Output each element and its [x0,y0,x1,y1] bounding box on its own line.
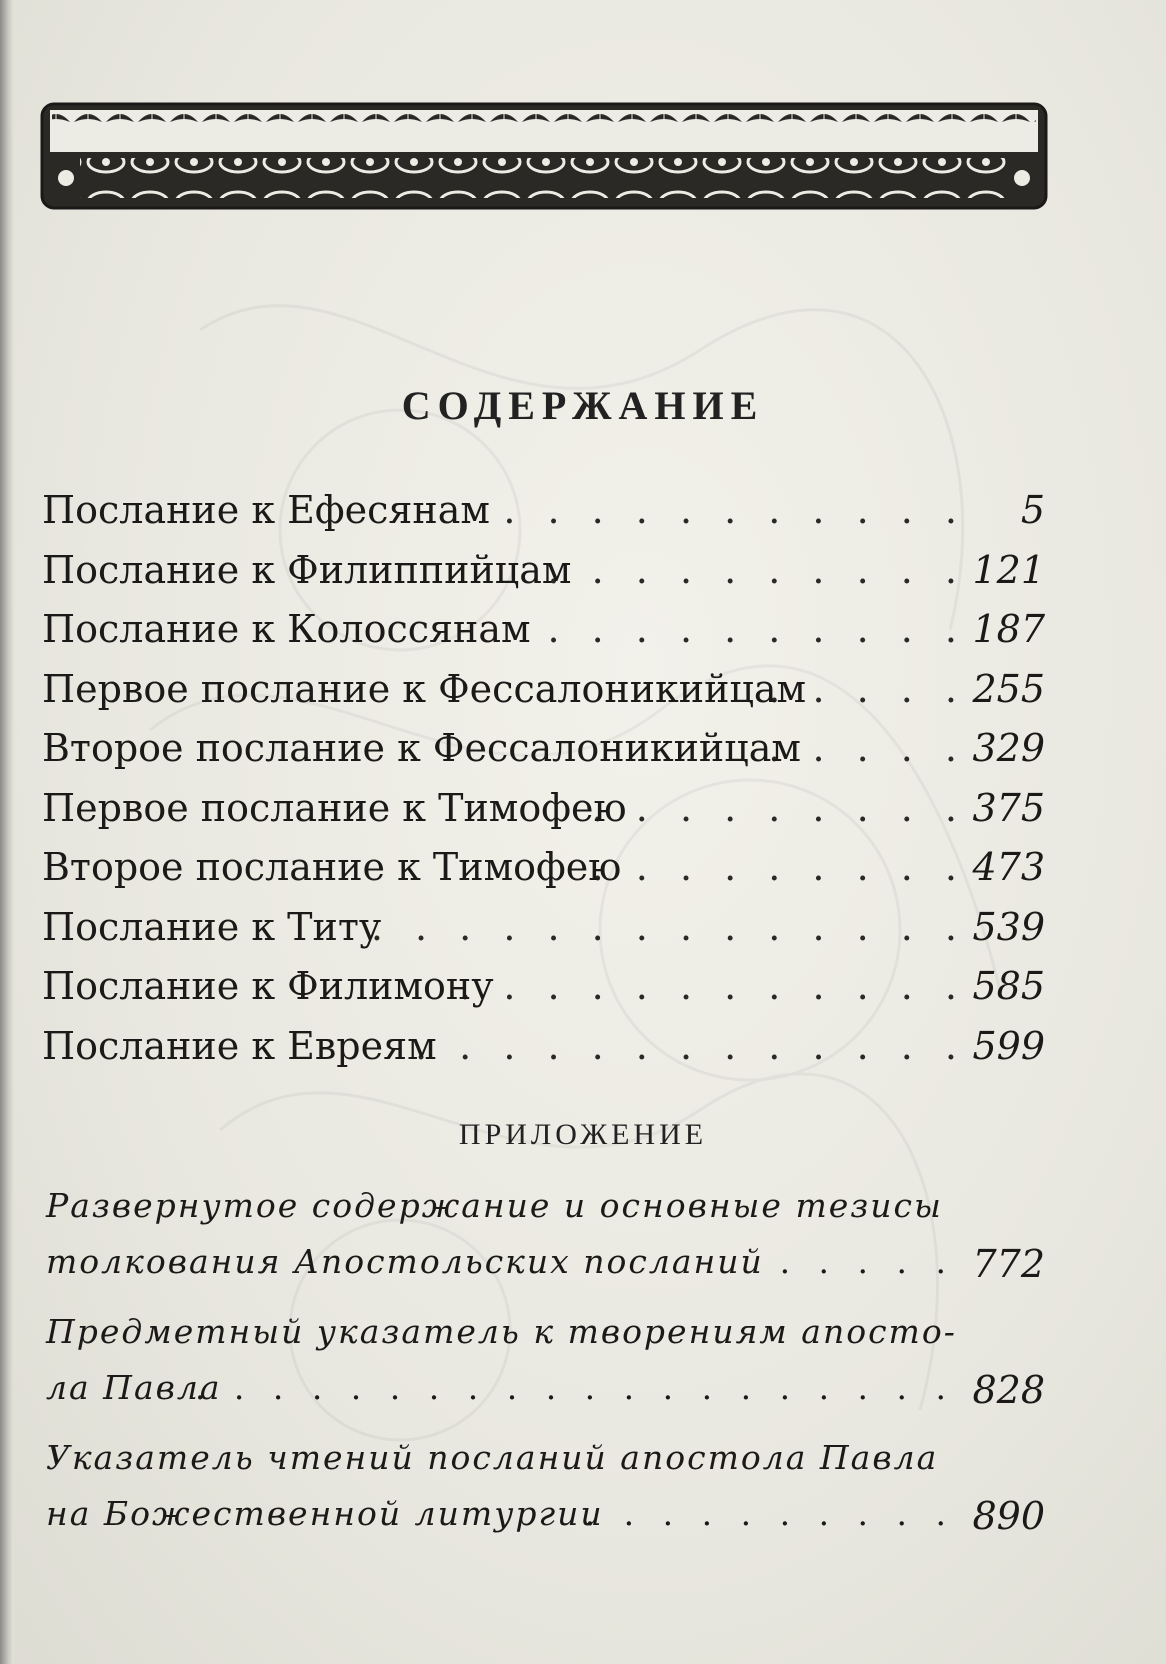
toc-entry[interactable] [42,667,1045,727]
appendix-entry-line [46,1242,1045,1298]
appendix-entry[interactable] [46,1438,1045,1550]
toc-entry[interactable] [42,488,1045,548]
appendix-page-number: 890 [972,1494,1045,1538]
toc-entry-title: Послание к Титу [42,904,382,949]
appendix-entry-title-line2: толкования Апостольских посланий [46,1242,764,1281]
toc-entry[interactable] [42,964,1045,1024]
toc-page-number: 255 [972,666,1045,711]
appendix-entry[interactable] [46,1312,1045,1424]
toc-page-number: 375 [972,785,1045,830]
toc-entry-title: Первое послание к Тимофею [42,785,627,830]
appendix-entry-line [46,1494,1045,1550]
toc-entry[interactable] [42,607,1045,667]
toc-entry-title: Послание к Филиппийцам [42,547,572,592]
toc-page-number: 5 [1020,488,1045,532]
appendix-heading: ПРИЛОЖЕНИЕ [458,1118,708,1151]
leader-dots: . . . . . . . . . . . . . . . . . . . . [194,1368,955,1407]
toc-page-number: 473 [972,845,1045,889]
toc-page-number: 585 [972,964,1045,1008]
leader-dots: . . . . . . . . . . . . . . [370,904,967,949]
toc-entry[interactable] [42,905,1045,965]
toc-entry[interactable] [42,786,1045,846]
leader-dots: . . . . . . . . . . . . . [415,1023,967,1068]
leader-dots: . . . . . . . . . [591,785,967,830]
toc-entry-title: Первое послание к Фессалоникийцам [42,666,807,711]
leader-dots: . . . . . . . . . . [547,547,967,592]
toc-entry[interactable] [42,1024,1045,1084]
appendix-entry-line [46,1368,1045,1424]
leader-dots: . . . . . [768,726,967,770]
leader-dots: . . . . . [779,1242,955,1281]
toc-entry-title: Послание к Колоссянам [42,607,531,651]
leader-dots: . . . . . . . . . [591,845,967,889]
appendix-entry-title-line1: Развернутое содержание и основные тезисы [46,1186,943,1225]
decorative-header-ornament [40,102,1050,212]
toc-entry[interactable] [42,548,1045,608]
table-of-contents [42,488,1045,1083]
appendix-entry-line [46,1312,1045,1368]
toc-page-number: 329 [972,726,1045,770]
toc-entry[interactable] [42,726,1045,786]
appendix-entry-line [46,1438,1045,1494]
leader-dots: . . . . . . . . . . [584,1494,955,1533]
appendix-entry-title-line1: Указатель чтений посланий апостола Павла [46,1438,939,1477]
toc-page-number: 599 [972,1023,1045,1068]
toc-entry-title: Второе послание к Тимофею [42,845,622,889]
leader-dots: . . . . . . . . . . [547,607,967,651]
appendix-entry-line [46,1186,1045,1242]
page-spine-shadow [0,0,14,1664]
appendix-entry-title-line1: Предметный указатель к творениям апосто- [46,1312,957,1351]
toc-page-number: 539 [972,904,1045,949]
leader-dots: . . . . . . . . . . . . [459,964,967,1008]
appendix-entry-title-line2: ла Павла [46,1368,222,1407]
toc-entry-title: Послание к Филимону [42,964,494,1008]
toc-entry-title: Послание к Ефесянам [42,488,490,532]
toc-page-number: 187 [972,607,1045,651]
appendix-list [46,1186,1045,1564]
toc-entry[interactable] [42,845,1045,905]
appendix-entry-title-line2: на Божественной литургии [46,1494,604,1533]
appendix-page-number: 828 [972,1368,1045,1412]
leader-dots: . . . . . . . . . . . [503,488,967,532]
appendix-page-number: 772 [972,1242,1045,1286]
toc-entry-title: Второе послание к Фессалоникийцам [42,726,801,770]
leader-dots: . . . . . [768,666,967,711]
toc-entry-title: Послание к Евреям [42,1023,437,1068]
contents-heading: СОДЕРЖАНИЕ [401,383,765,428]
toc-page-number: 121 [972,547,1045,592]
appendix-entry[interactable] [46,1186,1045,1298]
